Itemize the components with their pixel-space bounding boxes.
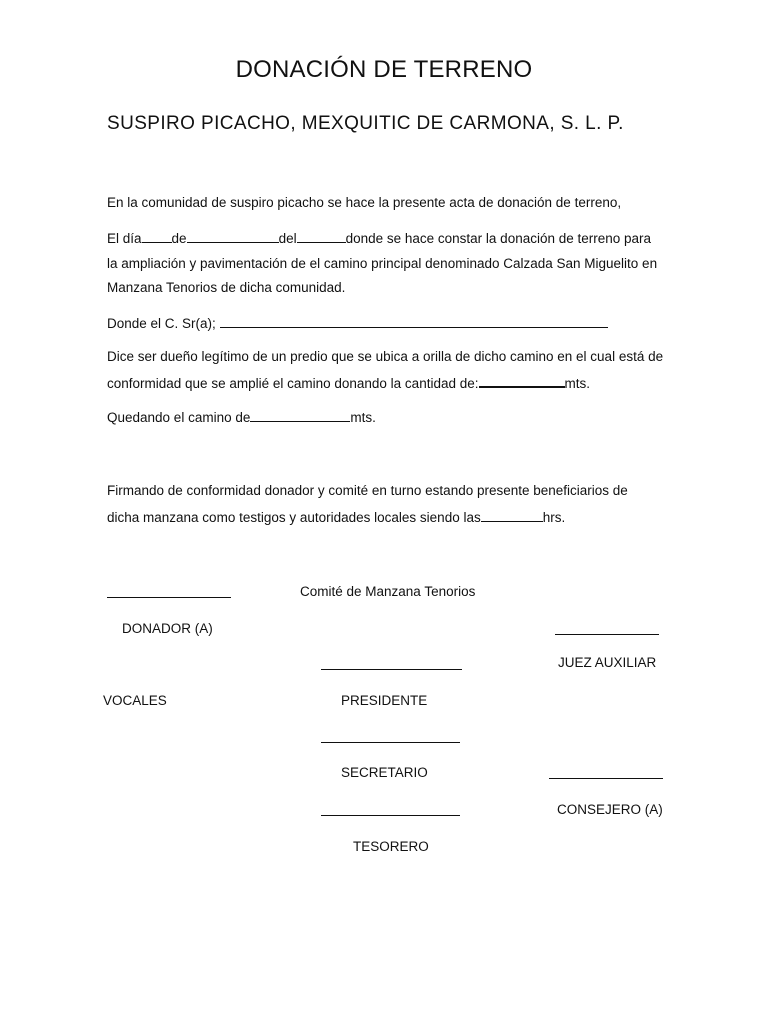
paragraph-road-width bbox=[107, 406, 376, 430]
paragraph-owner-line2 bbox=[107, 371, 590, 396]
text-hrs: hrs. bbox=[542, 510, 566, 525]
paragraph-date-line2: la ampliación y pavimentación de el camino principal denominado Calzada San Miguelito en bbox=[107, 256, 658, 271]
text-el-dia: El día bbox=[107, 231, 142, 246]
donor-name-blank[interactable] bbox=[220, 312, 608, 328]
text-donde-el: Donde el C. Sr(a); bbox=[107, 316, 216, 331]
president-signature-line[interactable] bbox=[321, 669, 462, 670]
president-label: PRESIDENTE bbox=[341, 693, 428, 708]
secretary-label: SECRETARIO bbox=[341, 765, 428, 780]
quantity-blank[interactable] bbox=[479, 371, 565, 388]
paragraph-date bbox=[107, 227, 651, 251]
secretary-signature-line[interactable] bbox=[321, 742, 460, 743]
text-dicha-manzana: dicha manzana como testigos y autoridades locales siendo las bbox=[107, 510, 481, 525]
committee-heading: Comité de Manzana Tenorios bbox=[300, 584, 476, 599]
paragraph-intro: En la comunidad de suspiro picacho se hace la presente acta de donación de terreno, bbox=[107, 195, 622, 210]
year-blank[interactable] bbox=[297, 227, 346, 243]
text-del: del bbox=[278, 231, 297, 246]
text-conformidad: conformidad que se amplié el camino donando la cantidad de: bbox=[107, 376, 479, 391]
paragraph-donor-name bbox=[107, 312, 608, 336]
vocales-label: VOCALES bbox=[103, 693, 167, 708]
month-blank[interactable] bbox=[187, 227, 279, 243]
paragraph-signing-line1: Firmando de conformidad donador y comité en turno estando presente beneficiarios de bbox=[107, 483, 628, 498]
day-blank[interactable] bbox=[142, 227, 172, 243]
text-de: de bbox=[171, 231, 187, 246]
judge-label: JUEZ AUXILIAR bbox=[558, 655, 657, 670]
advisor-label: CONSEJERO (A) bbox=[557, 802, 663, 817]
text-donde: donde se hace constar la donación de terreno para bbox=[345, 231, 652, 246]
document-title: DONACIÓN DE TERRENO bbox=[235, 56, 533, 83]
advisor-signature-line[interactable] bbox=[549, 778, 663, 779]
road-width-blank[interactable] bbox=[250, 406, 350, 422]
donor-signature-line[interactable] bbox=[107, 597, 231, 598]
paragraph-owner-line1: Dice ser dueño legítimo de un predio que se ubica a orilla de dicho camino en el cual está de bbox=[107, 349, 664, 364]
paragraph-date-line3: Manzana Tenorios de dicha comunidad. bbox=[107, 280, 346, 295]
treasurer-label: TESORERO bbox=[353, 839, 429, 854]
hours-blank[interactable] bbox=[481, 506, 543, 522]
donor-label: DONADOR (A) bbox=[122, 621, 213, 636]
document-subtitle: SUSPIRO PICACHO, MEXQUITIC DE CARMONA, S. L. P. bbox=[107, 113, 624, 134]
paragraph-signing-line2 bbox=[107, 506, 565, 530]
text-mts: mts. bbox=[564, 376, 590, 391]
text-mts-2: mts. bbox=[350, 410, 376, 425]
text-quedando: Quedando el camino de bbox=[107, 410, 251, 425]
judge-signature-line[interactable] bbox=[555, 634, 659, 635]
treasurer-signature-line[interactable] bbox=[321, 815, 460, 816]
